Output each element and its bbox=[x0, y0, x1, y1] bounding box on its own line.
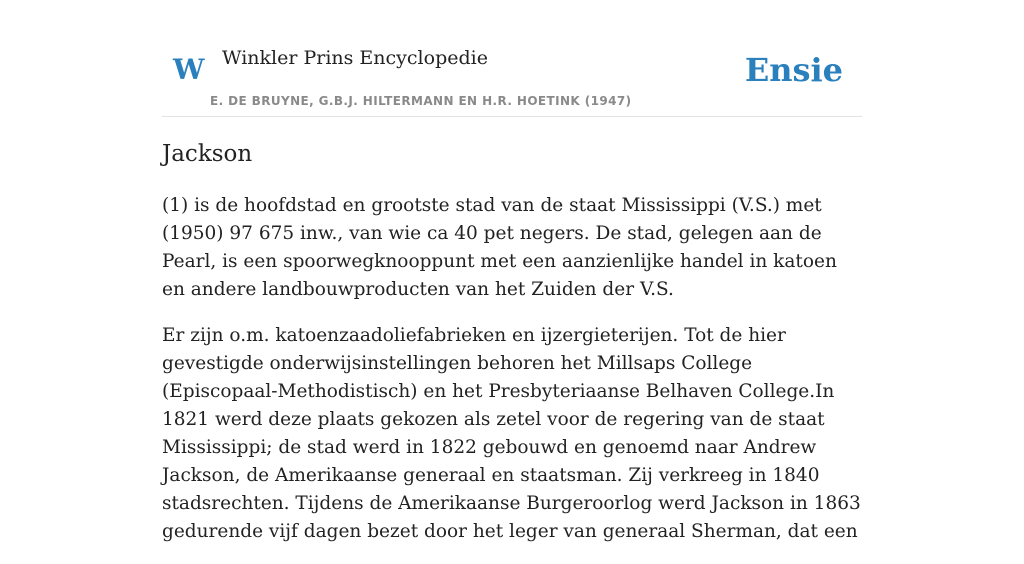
publication-authors: E. DE BRUYNE, G.B.J. HILTERMANN EN H.R. HOETINK (1947) bbox=[210, 94, 632, 108]
article-paragraph: Er zijn o.m. katoenzaadoliefabrieken en ijzergieterijen. Tot de hier gevestigde onderwijsinstellingen behoren het Millsaps College (Episcopaal-Methodistisch) en het Presbyteriaanse Belhaven College.In 1821 werd deze plaats gekozen als zetel voor de regering van de staat Mississippi; de stad werd in 1822 gebouwd en genoemd naar Andrew Jackson, de Amerikaanse generaal en staatsman. Zij verkreeg in 1840 stadsrechten. Tijdens de Amerikaanse Burgeroorlog werd Jackson in 1863 gedurende vijf dagen bezet door het leger van generaal Sherman, dat een bbox=[162, 325, 861, 542]
article-title: Jackson bbox=[162, 141, 253, 167]
header bbox=[162, 38, 862, 117]
article-body bbox=[162, 192, 862, 564]
article-paragraph: (1) is de hoofdstad en grootste stad van de staat Mississippi (V.S.) met (1950) 97 675 inw., van wie ca 40 pet negers. De stad, gelegen aan de Pearl, is een spoorwegknooppunt met een aanzienlijke handel in katoen en andere landbouwproducten van het Zuiden der V.S. bbox=[162, 195, 837, 300]
publication-title[interactable]: Winkler Prins Encyclopedie bbox=[222, 47, 488, 69]
ensie-logo[interactable]: Ensie bbox=[744, 51, 843, 89]
winkler-prins-logo[interactable]: W bbox=[173, 53, 205, 86]
